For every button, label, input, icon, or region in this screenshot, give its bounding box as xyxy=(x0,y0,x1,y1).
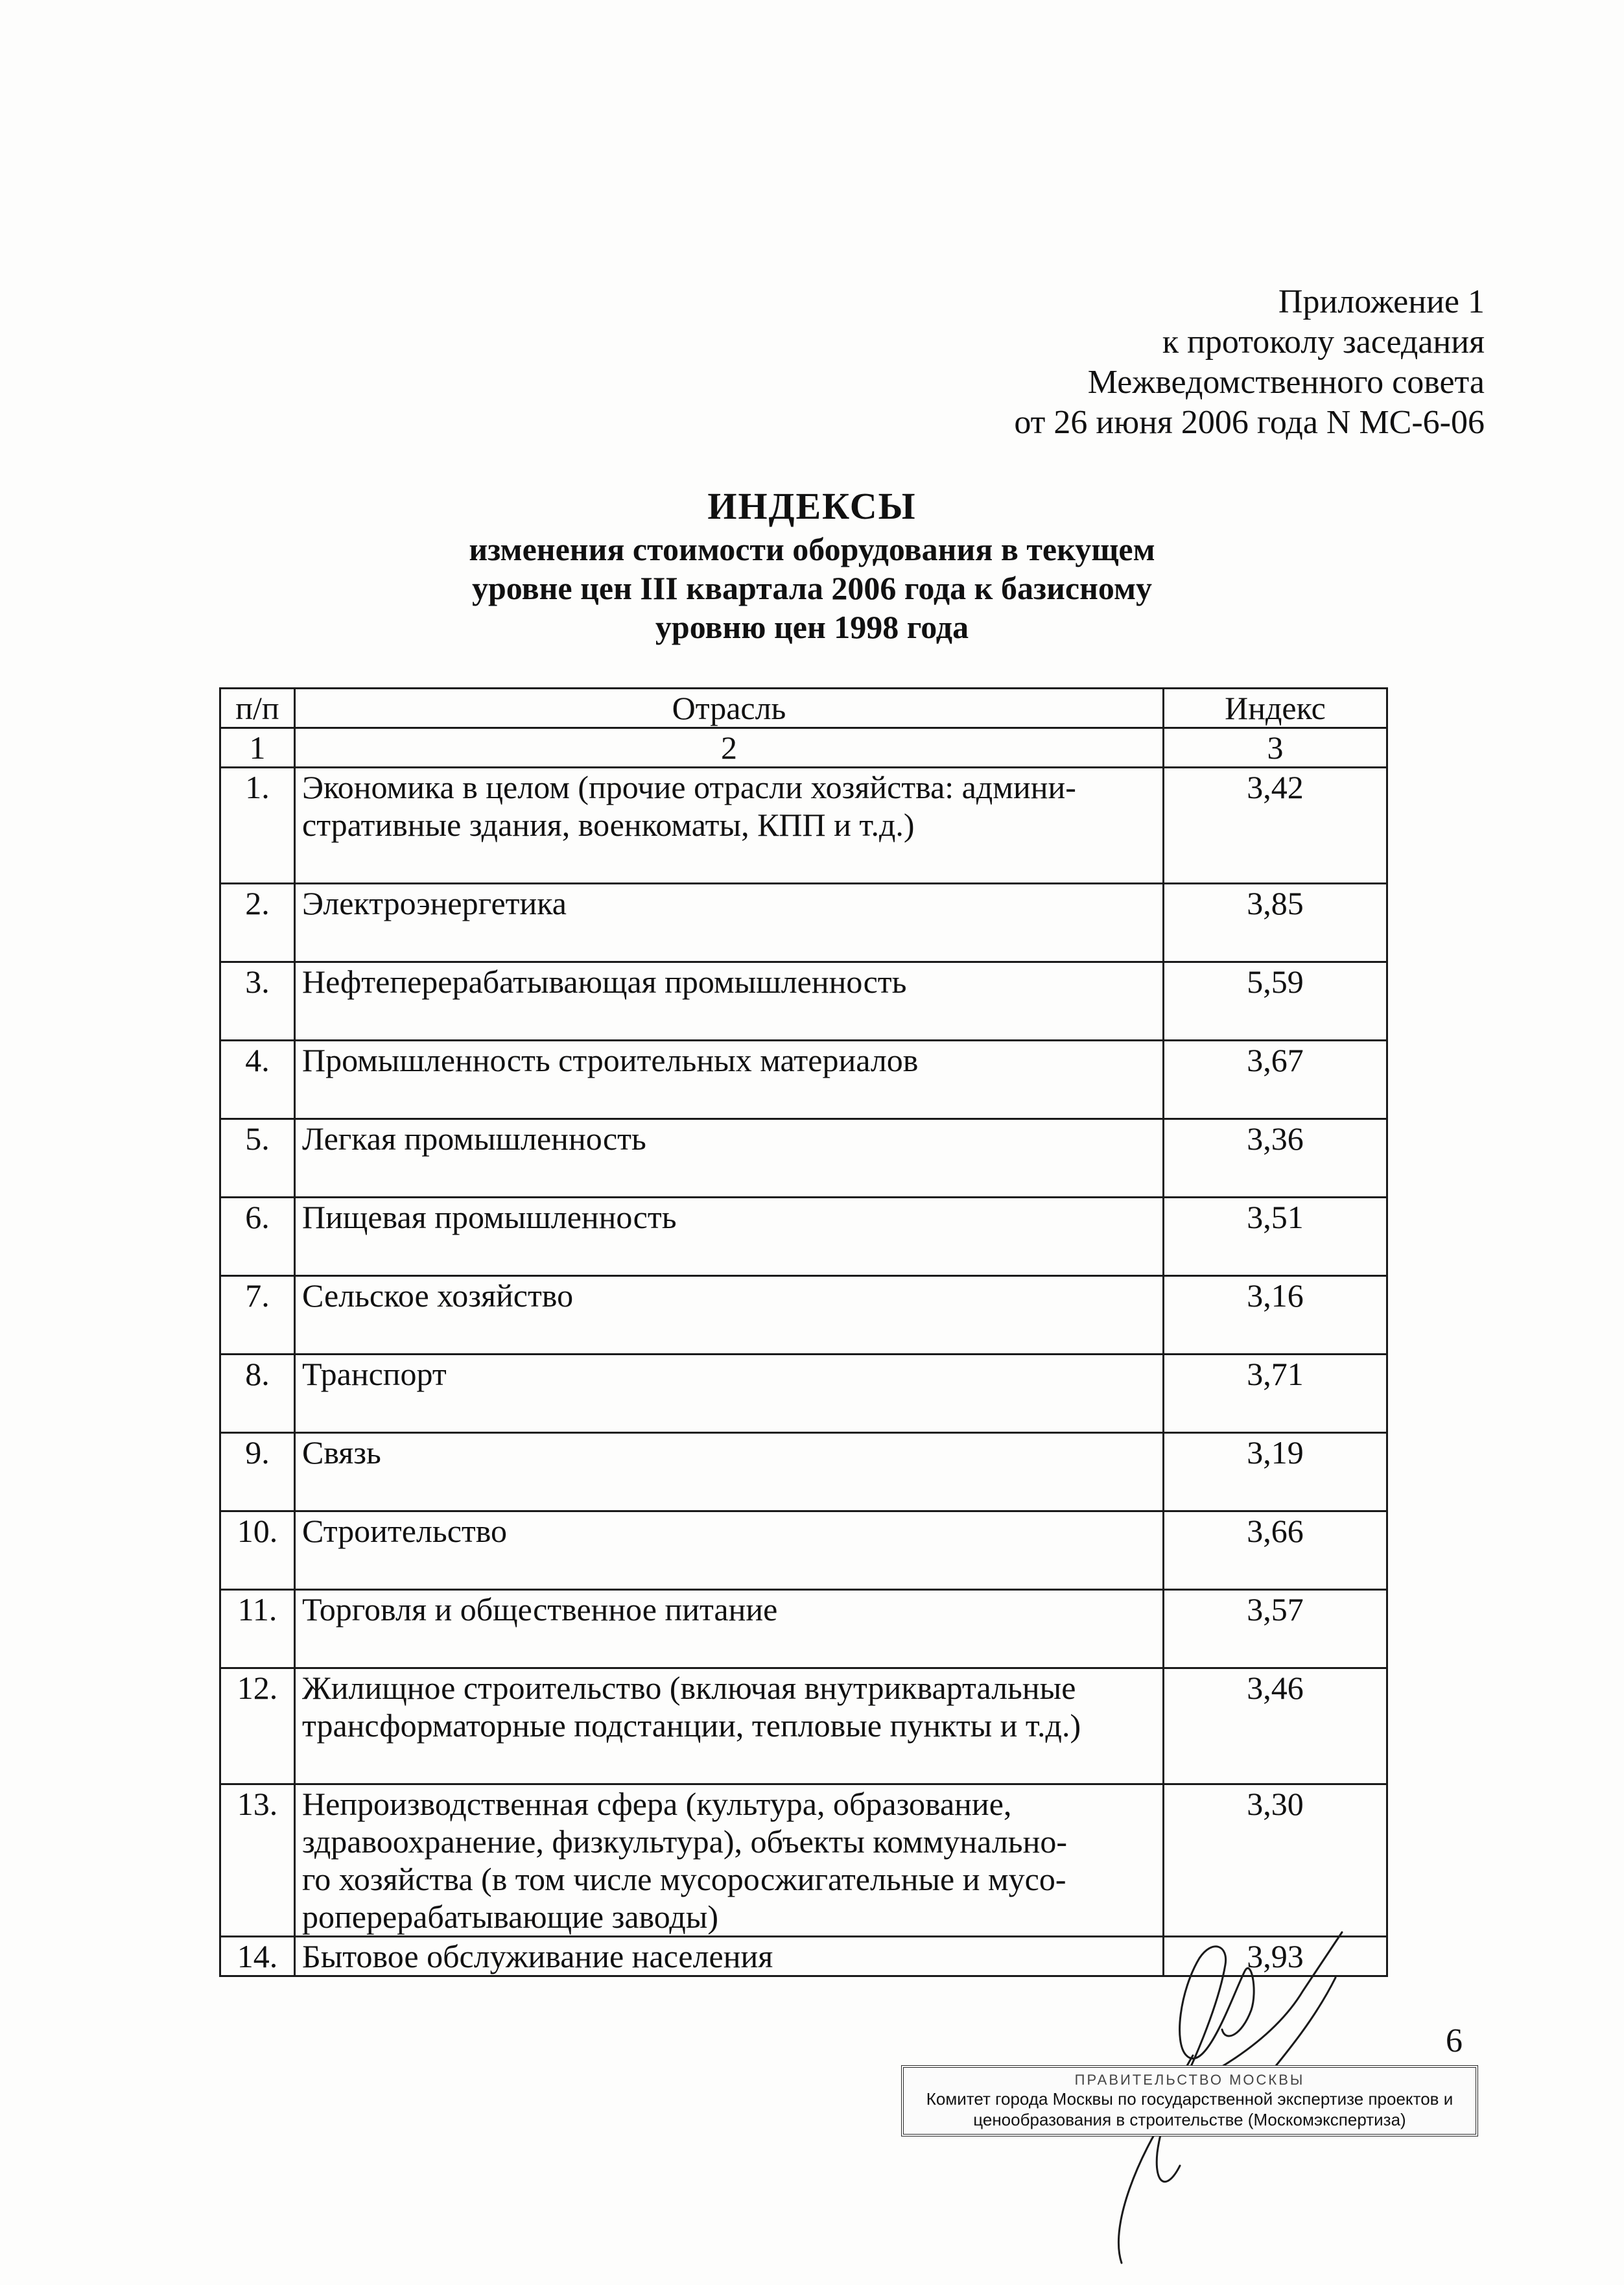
row-branch xyxy=(295,884,1164,962)
appendix-label: Приложение 1 xyxy=(1278,283,1485,320)
column-number-2: 2 xyxy=(295,728,1164,768)
row-index-value: 3,30 xyxy=(1164,1784,1387,1937)
row-branch xyxy=(295,1784,1164,1937)
branch-text-line: Электроэнергетика xyxy=(302,885,567,921)
table-row xyxy=(220,1041,1387,1119)
branch-text-line: Легкая промышленность xyxy=(302,1120,646,1157)
table-row xyxy=(220,1784,1387,1937)
table-row xyxy=(220,768,1387,884)
branch-text-line: трансформаторные подстанции, тепловые пункты и т.д.) xyxy=(302,1707,1081,1744)
branch-text-line: Жилищное строительство (включая внутриквартальные xyxy=(302,1670,1076,1706)
branch-text-line: Транспорт xyxy=(302,1356,447,1392)
header-branch: Отрасль xyxy=(295,689,1164,728)
row-branch xyxy=(295,1041,1164,1119)
row-branch xyxy=(295,1276,1164,1355)
stamp-committee: Комитет города Москвы по государственной экспертизе проектов и xyxy=(926,2089,1453,2109)
row-number: 4. xyxy=(220,1041,295,1119)
column-number-3: 3 xyxy=(1164,728,1387,768)
row-index-value: 3,16 xyxy=(1164,1276,1387,1355)
subtitle-line-1: изменения стоимости оборудования в текущем xyxy=(469,531,1155,567)
row-branch xyxy=(295,1198,1164,1276)
row-index-value: 3,46 xyxy=(1164,1668,1387,1784)
row-number: 11. xyxy=(220,1590,295,1668)
row-index-value: 3,85 xyxy=(1164,884,1387,962)
branch-text-line: Экономика в целом (прочие отрасли хозяйства: админи- xyxy=(302,769,1076,805)
protocol-reference: к протоколу заседания xyxy=(1162,324,1485,361)
document-title: ИНДЕКСЫ xyxy=(707,485,917,527)
row-number: 9. xyxy=(220,1433,295,1511)
table-row xyxy=(220,1276,1387,1355)
branch-text-line: роперерабатывающие заводы) xyxy=(302,1899,719,1935)
branch-text-line: Бытовое обслуживание населения xyxy=(302,1938,773,1974)
row-number: 13. xyxy=(220,1784,295,1937)
index-table xyxy=(219,687,1388,1977)
table-row xyxy=(220,1433,1387,1511)
table-body xyxy=(220,768,1387,1976)
row-index-value: 3,19 xyxy=(1164,1433,1387,1511)
row-index-value: 5,59 xyxy=(1164,962,1387,1041)
branch-text-line: Нефтеперерабатывающая промышленность xyxy=(302,964,907,1000)
row-number: 3. xyxy=(220,962,295,1041)
table-row xyxy=(220,1590,1387,1668)
branch-text-line: Строительство xyxy=(302,1513,508,1549)
page-number: 6 xyxy=(1446,2022,1463,2059)
row-index-value: 3,66 xyxy=(1164,1511,1387,1590)
row-branch xyxy=(295,1937,1164,1976)
branch-text-line: Сельское хозяйство xyxy=(302,1277,574,1314)
row-number: 8. xyxy=(220,1355,295,1433)
table-row xyxy=(220,1668,1387,1784)
branch-text-line: Торговля и общественное питание xyxy=(302,1591,778,1628)
header-number: п/п xyxy=(220,689,295,728)
table-row xyxy=(220,1119,1387,1198)
row-branch xyxy=(295,1119,1164,1198)
row-number: 12. xyxy=(220,1668,295,1784)
row-index-value: 3,93 xyxy=(1164,1937,1387,1976)
subtitle-line-2: уровне цен III квартала 2006 года к базисному xyxy=(472,570,1152,606)
stamp-committee-cont: ценообразования в строительстве (Москомэкспертиза) xyxy=(973,2110,1406,2129)
row-number: 1. xyxy=(220,768,295,884)
row-branch xyxy=(295,768,1164,884)
table-row xyxy=(220,884,1387,962)
row-branch xyxy=(295,962,1164,1041)
subtitle-line-3: уровню цен 1998 года xyxy=(655,609,969,645)
row-branch xyxy=(295,1355,1164,1433)
row-number: 6. xyxy=(220,1198,295,1276)
table-header-row xyxy=(220,689,1387,728)
column-numbers-row xyxy=(220,728,1387,768)
column-number-1: 1 xyxy=(220,728,295,768)
row-index-value: 3,71 xyxy=(1164,1355,1387,1433)
row-index-value: 3,36 xyxy=(1164,1119,1387,1198)
row-number: 5. xyxy=(220,1119,295,1198)
header-index: Индекс xyxy=(1164,689,1387,728)
row-index-value: 3,67 xyxy=(1164,1041,1387,1119)
council-name: Межведомственного совета xyxy=(1087,364,1485,401)
branch-text-line: Непроизводственная сфера (культура, образование, xyxy=(302,1786,1012,1822)
row-number: 7. xyxy=(220,1276,295,1355)
protocol-date-number: от 26 июня 2006 года N МС-6-06 xyxy=(1014,404,1485,441)
stamp-government: ПРАВИТЕЛЬСТВО МОСКВЫ xyxy=(1074,2072,1305,2088)
branch-text-line: го хозяйства (в том числе мусоросжигательные и мусо- xyxy=(302,1861,1066,1897)
table-row xyxy=(220,962,1387,1041)
row-branch xyxy=(295,1668,1164,1784)
row-index-value: 3,57 xyxy=(1164,1590,1387,1668)
row-branch xyxy=(295,1590,1164,1668)
table-row xyxy=(220,1198,1387,1276)
branch-text-line: здравоохранение, физкультура), объекты коммунально- xyxy=(302,1823,1067,1860)
branch-text-line: Пищевая промышленность xyxy=(302,1199,677,1235)
branch-text-line: Промышленность строительных материалов xyxy=(302,1042,919,1078)
row-branch xyxy=(295,1433,1164,1511)
title-block xyxy=(0,483,1624,646)
table-row xyxy=(220,1511,1387,1590)
branch-text-line: стративные здания, военкоматы, КПП и т.д.) xyxy=(302,807,915,843)
row-number: 2. xyxy=(220,884,295,962)
row-number: 14. xyxy=(220,1937,295,1976)
official-stamp xyxy=(901,2065,1478,2137)
row-index-value: 3,42 xyxy=(1164,768,1387,884)
branch-text-line: Связь xyxy=(302,1434,381,1471)
appendix-header xyxy=(836,282,1485,443)
row-index-value: 3,51 xyxy=(1164,1198,1387,1276)
row-branch xyxy=(295,1511,1164,1590)
table-row xyxy=(220,1355,1387,1433)
row-number: 10. xyxy=(220,1511,295,1590)
